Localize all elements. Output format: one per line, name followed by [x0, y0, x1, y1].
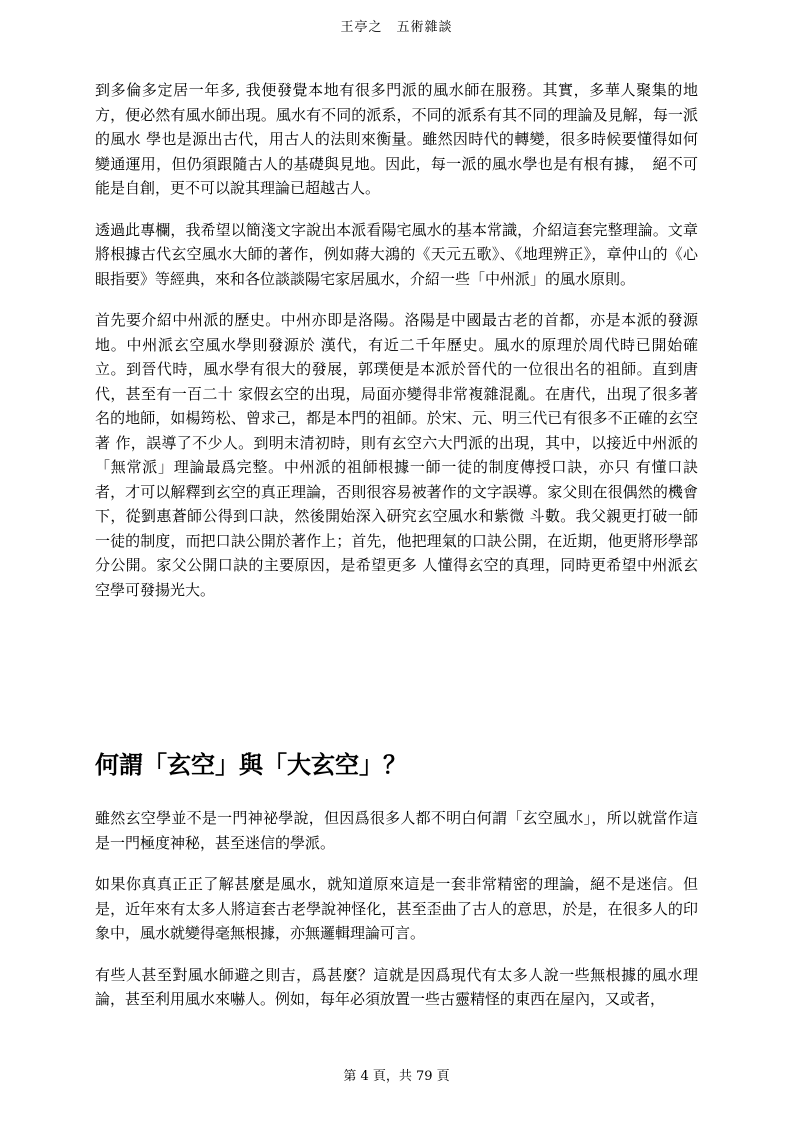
- page-header: 王亭之 五術雜談: [340, 20, 453, 35]
- paragraph: 有些人甚至對風水師避之則吉，爲甚麼？這就是因爲現代有太多人說一些無根據的風水理論，甚至利用風水來嚇人。例如，每年必須放置一些古靈精怪的東西在屋內，又或者，: [95, 965, 698, 1008]
- paragraph: 透過此專欄，我希望以簡淺文字說出本派看陽宅風水的基本常識，介紹這套完整理論。文章將根據古代玄空風水大師的著作，例如蔣大鴻的《天元五歌》、《地理辨正》，章仲山的《心眼指要》等經典，來和各位談談陽宅家居風水，介紹一些「中州派」的風水原則。: [95, 220, 698, 288]
- document-body: [95, 78, 698, 1029]
- paragraph: 首先要介紹中州派的歷史。中州亦即是洛陽。洛陽是中國最古老的首都，亦是本派的發源地。中州派玄空風水學則發源於 漢代，有近二千年歷史。風水的原理於周代時已開始確立。到晉代時，風水學有很大的發展，郭璞便是本派於晉代的一位很出名的祖師。直到唐代，甚至有一百二十 家假玄空的出現，局面亦變得非常複雜混亂。在唐代，出現了很多著名的地師，如楊筠松、曾求己，都是本門的祖師。於宋、元、明三代已有很多不正確的玄空著 作，誤導了不少人。到明末清初時，則有玄空六大門派的出現，其中，以接近中州派的「無常派」理論最爲完整。中州派的祖師根據一師一徒的制度傳授口訣，亦只 有懂口訣者，才可以解釋到玄空的真正理論，否則很容易被著作的文字誤導。家父則在很偶然的機會下，從劉惠蒼師公得到口訣，然後開始深入研究玄空風水和紫微 斗數。我父親更打破一師一徒的制度，而把口訣公開於著作上；首先，他把理氣的口訣公開，在近期，他更將形學部分公開。家父公開口訣的主要原因，是希望更多 人懂得玄空的真理，同時更希望中州派玄空學可發揚光大。: [95, 311, 698, 599]
- page-number: 第 4 頁，共 79 頁: [343, 1069, 450, 1084]
- paragraph: 雖然玄空學並不是一門神祕學說，但因爲很多人都不明白何謂「玄空風水」，所以就當作這是一門極度神秘，甚至迷信的學派。: [95, 809, 698, 852]
- section-heading: 何謂「玄空」與「大玄空」？: [95, 751, 407, 779]
- paragraph: 如果你真真正正了解甚麼是風水，就知道原來這是一套非常精密的理論，絕不是迷信。但是，近年來有太多人將這套古老學說神怪化，甚至歪曲了古人的意思，於是，在很多人的印象中，風水就變得毫無根據，亦無邏輯理論可言。: [95, 875, 698, 942]
- paragraph: 到多倫多定居一年多, 我便發覺本地有很多門派的風水師在服務。其實，多華人聚集的地方，便必然有風水師出現。風水有不同的派系，不同的派系有其不同的理論及見解，每一派的風水 學也是源出古代，用古人的法則來衡量。雖然因時代的轉變，很多時候要懂得如何變通運用，但仍須跟隨古人的基礎與見地。因此，每一派的風水學也是有根有據， 絕不可能是自創，更不可以說其理論已超越古人。: [95, 81, 698, 197]
